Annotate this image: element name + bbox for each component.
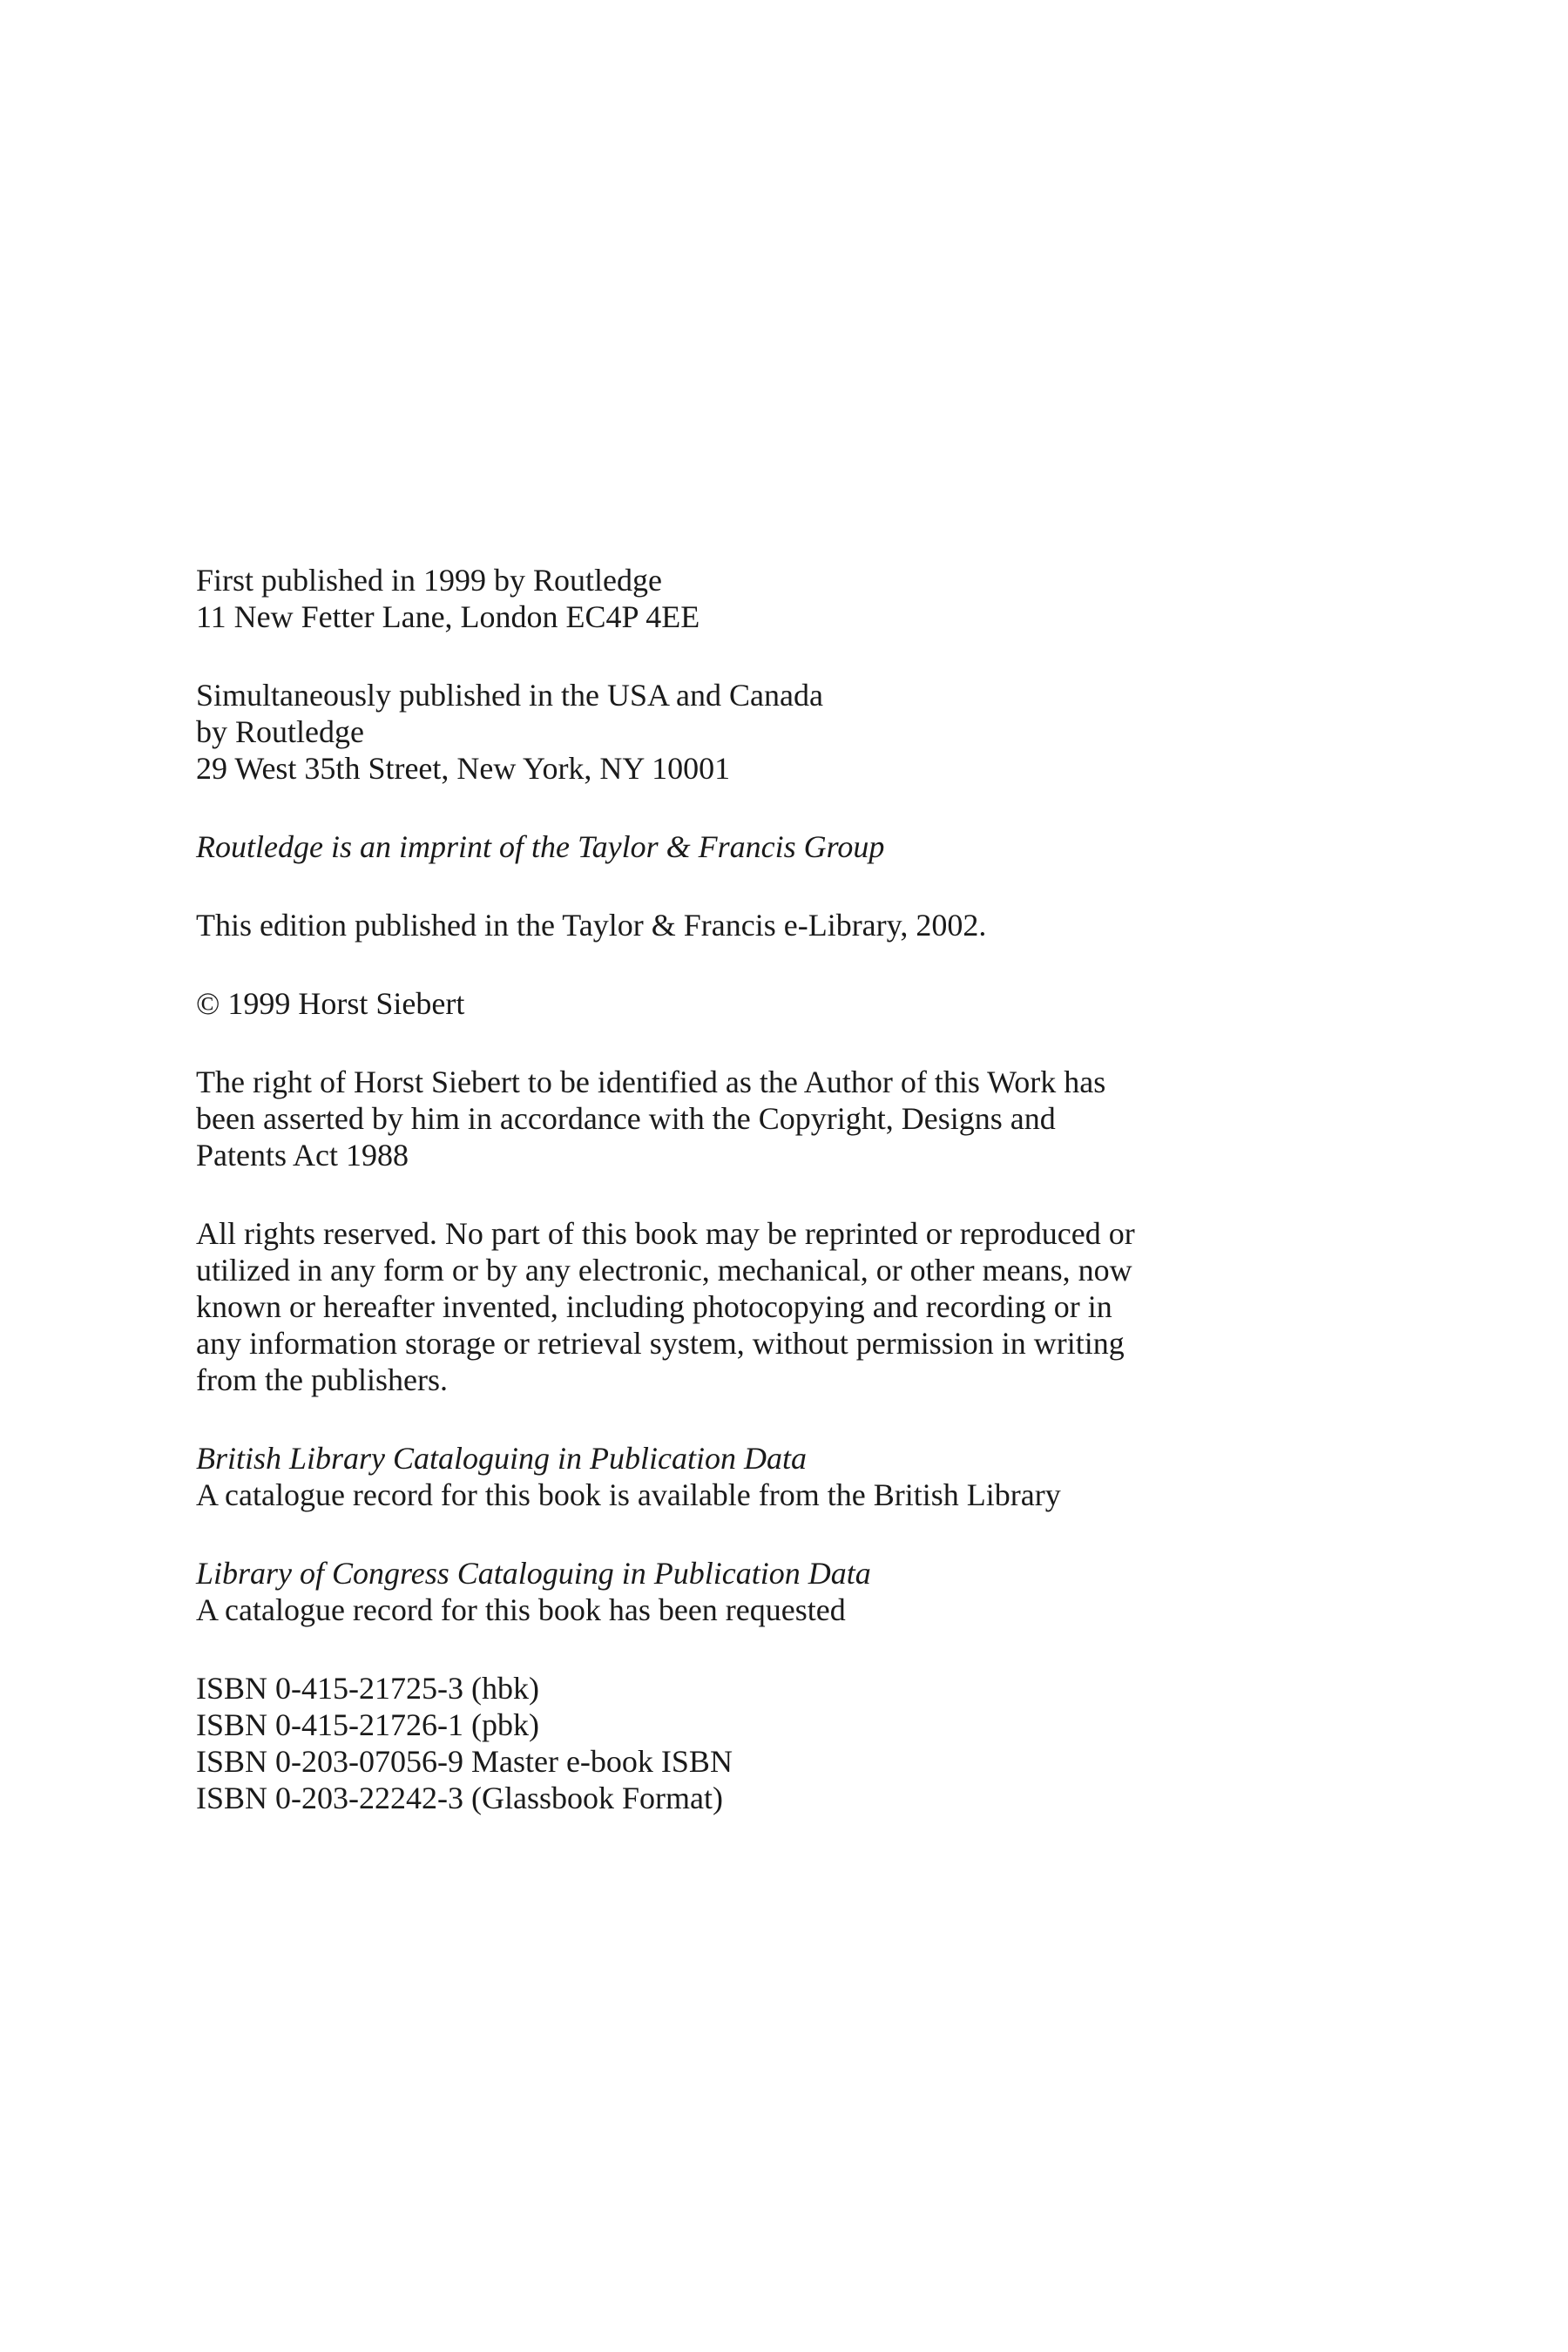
imprint-info bbox=[196, 828, 1328, 865]
edition-info bbox=[196, 907, 1328, 943]
isbn-master-ebook: ISBN 0-203-07056-9 Master e-book ISBN bbox=[196, 1744, 733, 1779]
british-library-heading: British Library Cataloguing in Publication Data bbox=[196, 1441, 808, 1476]
rights-reserved-line-3: known or hereafter invented, including photocopying and recording or in bbox=[196, 1289, 1112, 1324]
moral-rights-line-3: Patents Act 1988 bbox=[196, 1138, 409, 1173]
rights-reserved-line-4: any information storage or retrieval system, without permission in writing bbox=[196, 1326, 1125, 1361]
library-of-congress-info bbox=[196, 1555, 1328, 1628]
imprint-line: Routledge is an imprint of the Taylor & Francis Group bbox=[196, 829, 885, 864]
isbn-pbk: ISBN 0-415-21726-1 (pbk) bbox=[196, 1707, 539, 1742]
new-york-address-line: 29 West 35th Street, New York, NY 10001 bbox=[196, 751, 731, 786]
first-published-line: First published in 1999 by Routledge bbox=[196, 563, 662, 598]
rights-reserved-line-5: from the publishers. bbox=[196, 1362, 448, 1397]
us-publication-info bbox=[196, 677, 1328, 787]
isbn-glassbook: ISBN 0-203-22242-3 (Glassbook Format) bbox=[196, 1781, 723, 1815]
rights-reserved-line-1: All rights reserved. No part of this book may be reprinted or reproduced or bbox=[196, 1216, 1135, 1251]
british-library-info bbox=[196, 1440, 1328, 1513]
moral-rights-line-1: The right of Horst Siebert to be identified as the Author of this Work has bbox=[196, 1064, 1106, 1099]
copyright-block bbox=[196, 562, 1328, 1858]
british-library-text: A catalogue record for this book is available from the British Library bbox=[196, 1477, 1061, 1512]
rights-reserved-line-2: utilized in any form or by any electronic, mechanical, or other means, now bbox=[196, 1253, 1132, 1288]
london-address-line: 11 New Fetter Lane, London EC4P 4EE bbox=[196, 599, 700, 634]
us-publication-line: Simultaneously published in the USA and Canada bbox=[196, 678, 823, 713]
moral-rights-notice bbox=[196, 1064, 1328, 1173]
copyright-line: © 1999 Horst Siebert bbox=[196, 986, 465, 1021]
publication-info bbox=[196, 562, 1328, 635]
us-publisher-line: by Routledge bbox=[196, 714, 364, 749]
isbn-list bbox=[196, 1670, 1328, 1816]
isbn-hbk: ISBN 0-415-21725-3 (hbk) bbox=[196, 1671, 539, 1706]
library-of-congress-heading: Library of Congress Cataloguing in Publication Data bbox=[196, 1556, 871, 1591]
copyright-notice bbox=[196, 985, 1328, 1022]
rights-reserved-notice bbox=[196, 1215, 1328, 1398]
edition-line: This edition published in the Taylor & Francis e-Library, 2002. bbox=[196, 908, 987, 943]
library-of-congress-text: A catalogue record for this book has been requested bbox=[196, 1592, 846, 1627]
moral-rights-line-2: been asserted by him in accordance with the Copyright, Designs and bbox=[196, 1101, 1056, 1136]
